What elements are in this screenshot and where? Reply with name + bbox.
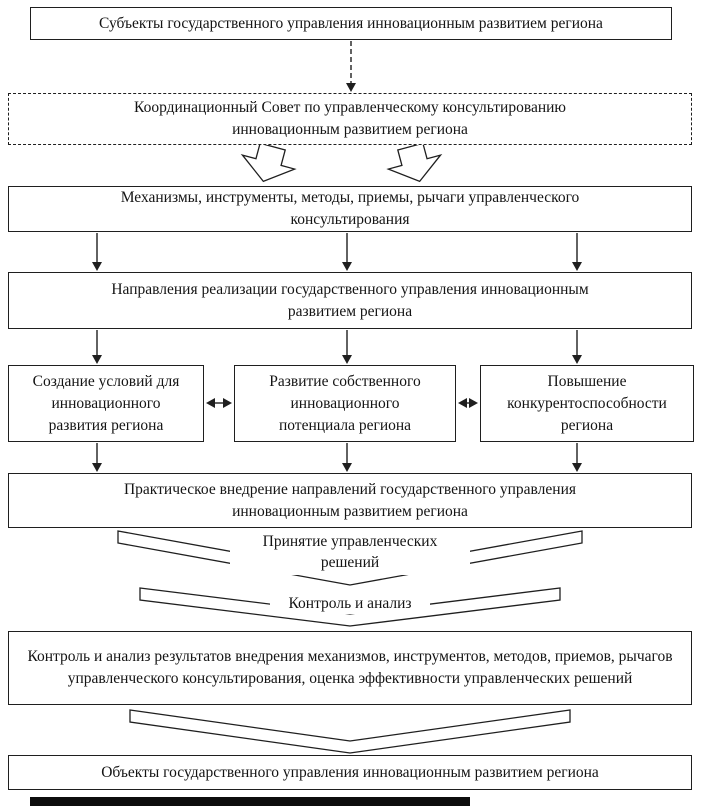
arrows-mechanisms-to-directions <box>92 233 582 271</box>
box-conditions <box>8 365 204 442</box>
box-directions <box>8 272 692 329</box>
double-arrow-conditions-potential <box>206 398 232 408</box>
box-coordination-council <box>8 93 692 145</box>
block-arrow-council-right <box>384 140 445 189</box>
box-coordination-council-label: Координационный Совет по управленческому консультированию инновационным развитием региона <box>134 99 566 138</box>
arrows-branches-to-implementation <box>92 443 582 472</box>
box-subjects-label: Субъекты государственного управления инновационным развитием региона <box>99 14 603 32</box>
chevron-decision-making <box>230 529 470 575</box>
chevron-control-analysis-label: Контроль и анализ <box>288 595 412 612</box>
box-implementation <box>8 473 692 528</box>
box-directions-label: Направления реализации государственного управления инновационным развитием региона <box>111 280 589 320</box>
box-subjects <box>30 7 672 40</box>
block-arrow-council-left <box>237 140 298 189</box>
box-implementation-label: Практическое внедрение направлений государственного управления инновационным развитием региона <box>123 480 577 520</box>
box-results-control-label: Контроль и анализ результатов внедрения механизмов, инструментов, методов, приемов, рычагов управленческого консультирования, оценка эффективности управленческих решений <box>27 648 673 687</box>
box-competitiveness <box>480 365 694 442</box>
double-arrow-potential-competitiveness <box>458 398 478 408</box>
chevron-band-to-objects <box>130 710 570 753</box>
box-own-potential-label: Развитие собственного инновационного потенциала региона <box>269 372 421 434</box>
bottom-partial-bar <box>30 797 470 806</box>
arrow-subjects-to-council <box>346 41 356 92</box>
box-objects-label: Объекты государственного управления инновационным развитием региона <box>101 763 599 781</box>
arrows-directions-to-branches <box>92 330 582 364</box>
box-own-potential <box>234 365 456 442</box>
box-results-control <box>8 631 692 705</box>
box-mechanisms <box>8 186 692 232</box>
chevron-control-analysis <box>270 593 430 614</box>
chevron-decision-making-label: Принятие управленческих решений <box>262 533 438 571</box>
box-conditions-label: Создание условий для инновационного развития региона <box>32 372 180 434</box>
box-competitiveness-label: Повышение конкурентоспособности региона <box>507 372 667 434</box>
box-objects <box>8 755 692 790</box>
box-mechanisms-label: Механизмы, инструменты, методы, приемы, рычаги управленческого консультирования <box>120 189 580 228</box>
